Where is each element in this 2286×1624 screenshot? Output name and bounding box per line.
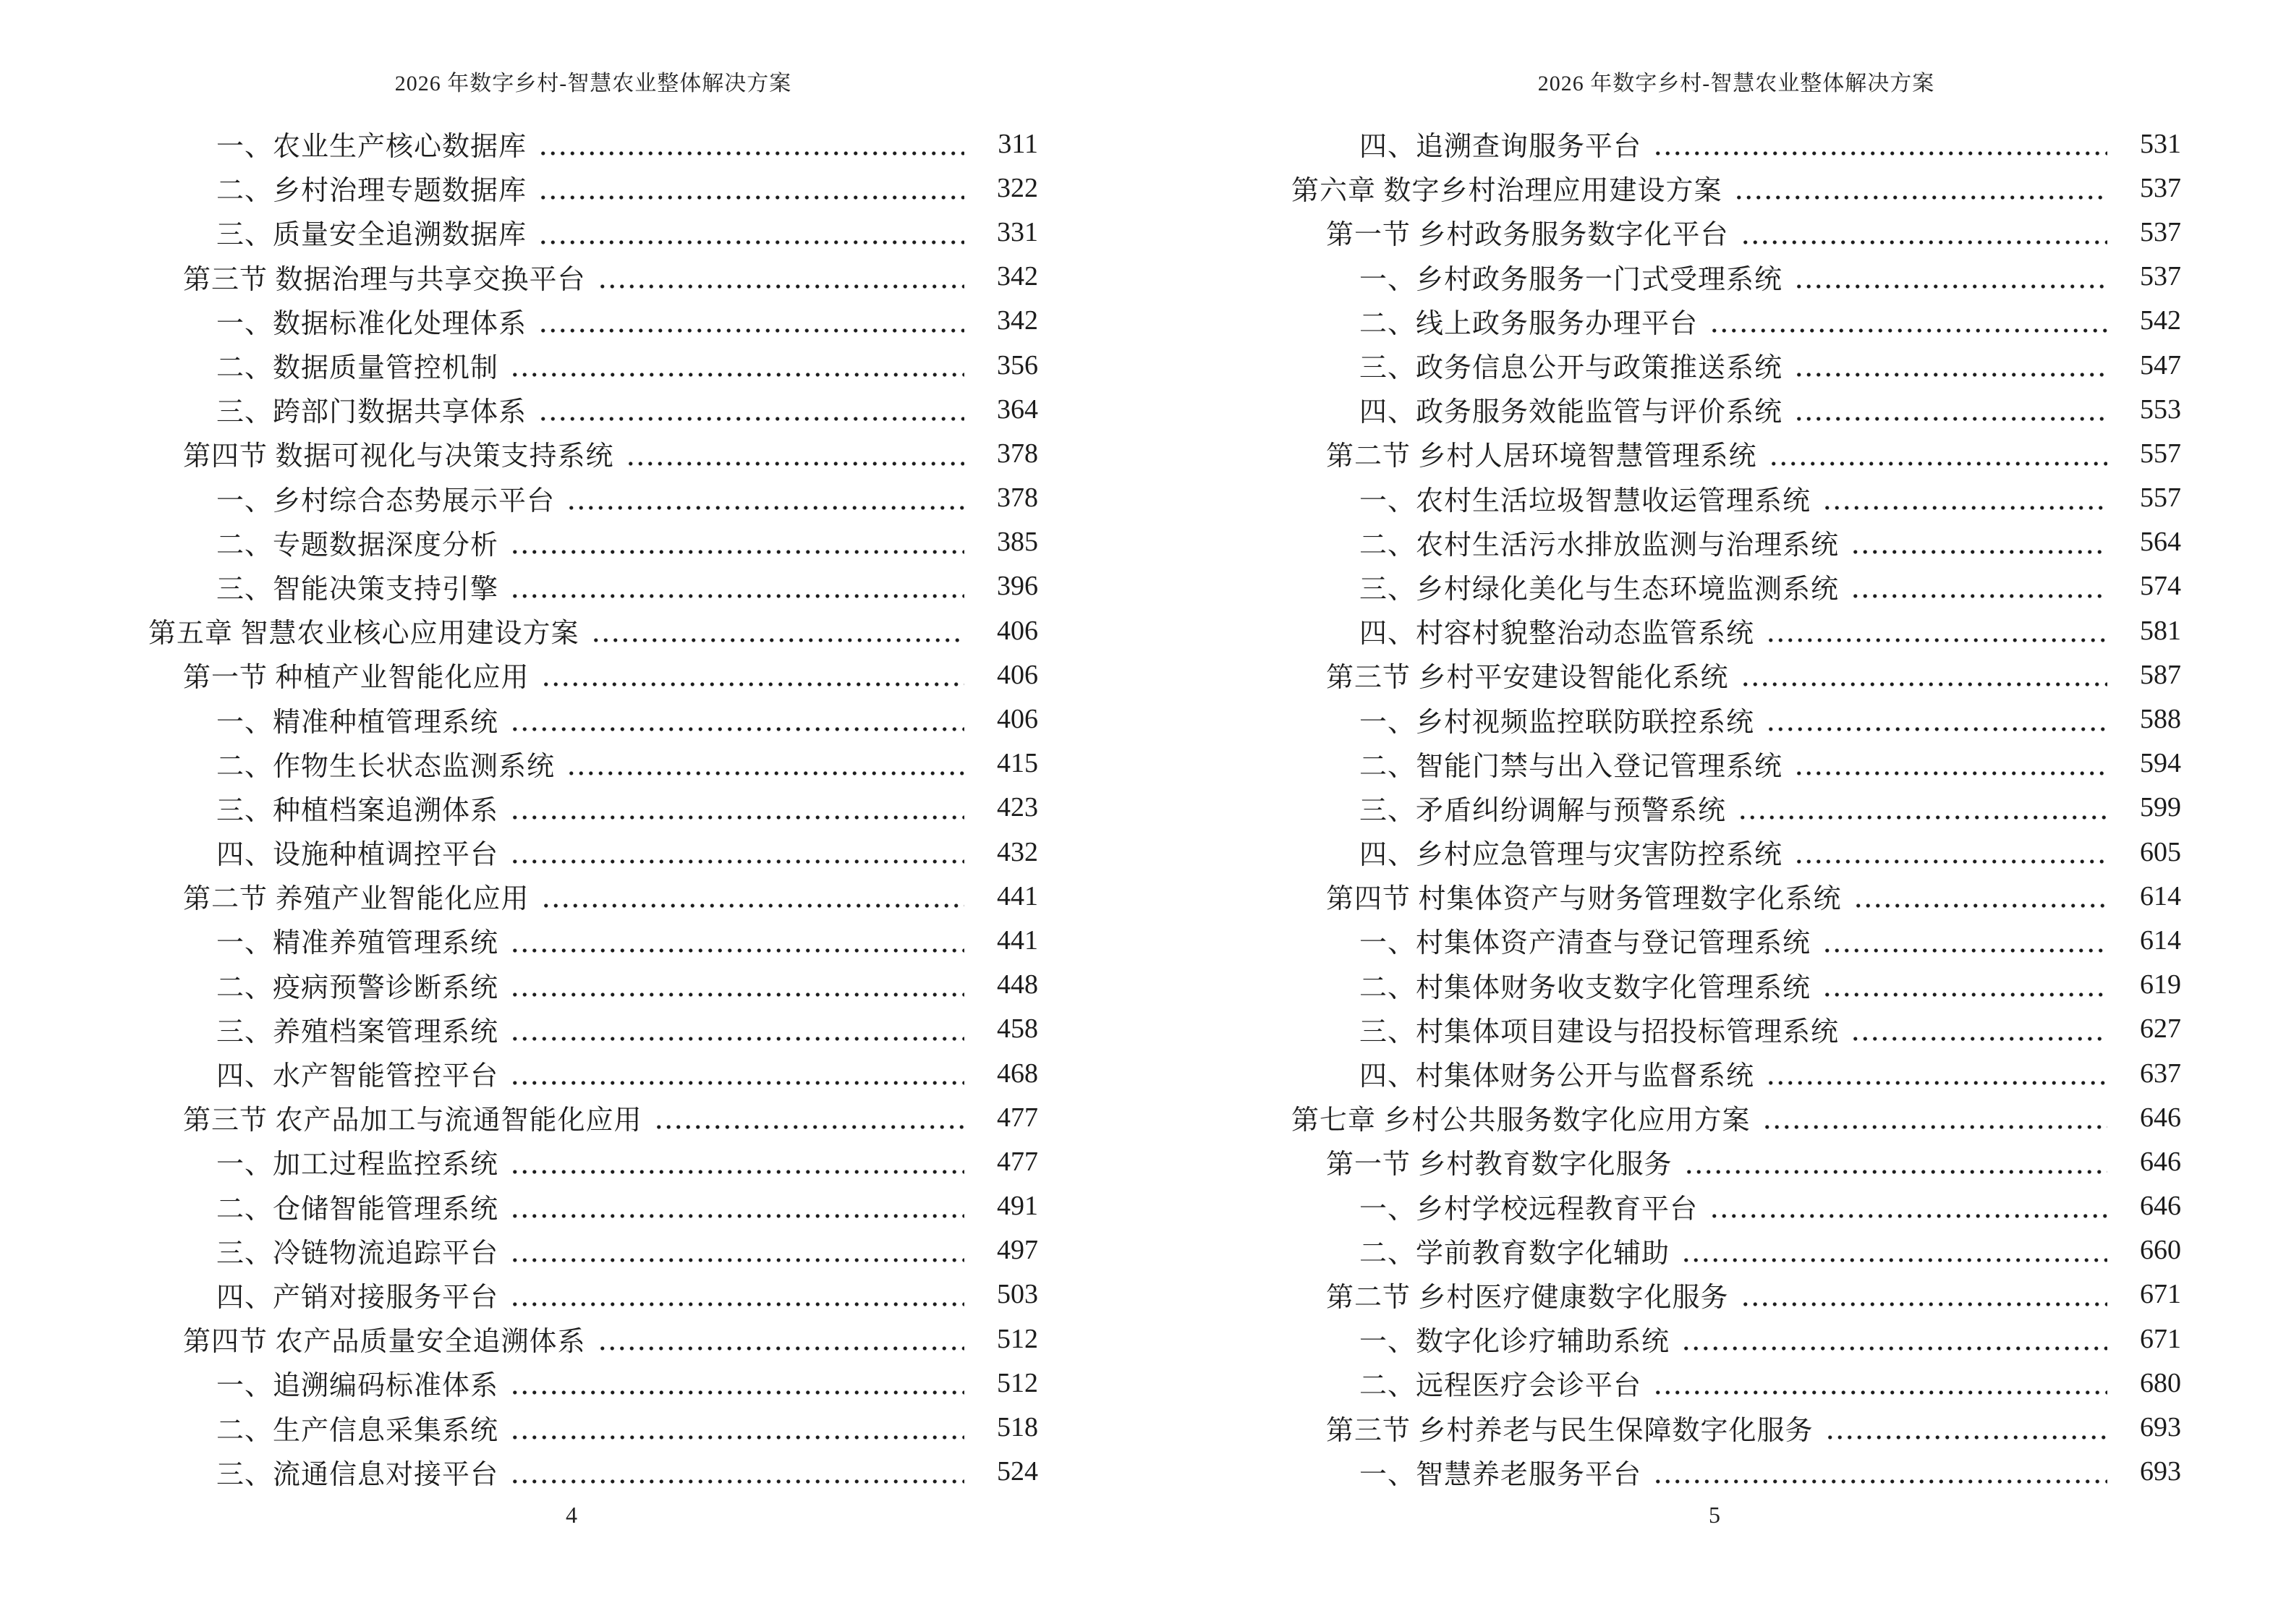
dot-leader [1680, 1317, 2107, 1361]
toc-entry-page: 311 [998, 128, 1038, 159]
dot-leader [509, 1361, 964, 1405]
toc-entry-title: 第五章 智慧农业核心应用建设方案 [148, 618, 579, 650]
toc-entry-title: 四、产销对接服务平台 [216, 1282, 499, 1313]
toc-entry [1291, 166, 2181, 210]
toc-entry-page: 588 [2140, 704, 2181, 735]
toc-entry [148, 431, 1038, 475]
toc-entry-page: 458 [997, 1013, 1038, 1045]
dot-leader [1708, 299, 2107, 343]
toc-entry [1291, 608, 2181, 652]
toc-entry-page: 342 [997, 261, 1038, 292]
dot-leader [509, 963, 964, 1007]
toc-entry-page: 512 [997, 1367, 1038, 1398]
toc-entry-title: 三、智能决策支持引擎 [216, 574, 499, 605]
toc-entry-title: 一、智慧养老服务平台 [1359, 1459, 1642, 1490]
toc-entry [1291, 1139, 2181, 1183]
dot-leader [509, 1007, 964, 1051]
toc-entry-page: 537 [2140, 172, 2181, 203]
toc-entry [1291, 520, 2181, 564]
toc-entry-title: 一、数字化诊疗辅助系统 [1359, 1327, 1670, 1358]
dot-leader [1793, 387, 2107, 431]
toc-entry-page: 614 [2140, 924, 2181, 956]
toc-entry [148, 210, 1038, 254]
toc-entry-page: 581 [2140, 615, 2181, 646]
toc-entry-page: 378 [997, 482, 1038, 514]
toc-entry [148, 608, 1038, 652]
toc-entry-title: 三、村集体项目建设与招投标管理系统 [1359, 1016, 1840, 1047]
dot-leader [1793, 741, 2107, 786]
toc-entry [1291, 210, 2181, 254]
toc-entry-title: 一、乡村综合态势展示平台 [216, 485, 556, 516]
toc-entry [1291, 786, 2181, 830]
dot-leader [509, 520, 964, 564]
toc-entry-title: 三、种植档案追溯体系 [216, 795, 499, 826]
toc-entry-title: 一、数据标准化处理体系 [216, 308, 527, 339]
toc-entry-page: 364 [997, 394, 1038, 425]
dot-leader [1736, 786, 2107, 830]
dot-leader [1680, 1228, 2107, 1272]
toc-entry [1291, 652, 2181, 697]
toc-entry-title: 二、乡村治理专题数据库 [216, 176, 527, 207]
dot-leader [537, 299, 964, 343]
toc-entry-title: 四、乡村应急管理与灾害防控系统 [1359, 840, 1783, 871]
toc-entry-page: 627 [2140, 1013, 2181, 1045]
toc-entry-page: 557 [2140, 482, 2181, 514]
dot-leader [1652, 1361, 2107, 1405]
toc-entry-title: 第三节 数据治理与共享交换平台 [183, 264, 586, 295]
toc-entry [1291, 1051, 2181, 1095]
toc-entry-page: 637 [2140, 1058, 2181, 1089]
toc-entry-title: 二、远程医疗会诊平台 [1359, 1371, 1642, 1402]
page-right [1143, 0, 2286, 1624]
toc-entry-title: 一、加工过程监控系统 [216, 1149, 499, 1181]
toc-entry [148, 1184, 1038, 1228]
toc-entry-page: 406 [997, 659, 1038, 690]
toc-entry-title: 二、数据质量管控机制 [216, 353, 499, 384]
toc-entry-page: 680 [2140, 1367, 2181, 1398]
dot-leader [1852, 874, 2107, 918]
toc-entry-page: 564 [2140, 527, 2181, 558]
toc-entry [148, 476, 1038, 520]
toc-entry [148, 255, 1038, 299]
dot-leader [509, 697, 964, 741]
toc-entry [148, 299, 1038, 343]
dot-leader [1849, 1007, 2107, 1051]
toc-entry-page: 448 [997, 969, 1038, 1000]
toc-entry-page: 547 [2140, 349, 2181, 381]
toc-entry [1291, 874, 2181, 918]
toc-entry-title: 一、乡村视频监控联防联控系统 [1359, 707, 1755, 738]
toc-entry [148, 697, 1038, 741]
toc-entry-page: 385 [997, 527, 1038, 558]
toc-entry-title: 二、作物生长状态监测系统 [216, 751, 556, 782]
dot-leader [509, 1139, 964, 1183]
toc-entry-page: 518 [997, 1412, 1038, 1443]
dot-leader [537, 122, 964, 166]
toc-entry-page: 542 [2140, 305, 2181, 336]
toc-entry [148, 1007, 1038, 1051]
dot-leader [537, 210, 964, 254]
toc-entry [1291, 1272, 2181, 1317]
page-number-footer: 5 [1709, 1502, 1720, 1528]
toc-entry-title: 第一节 种植产业智能化应用 [183, 663, 530, 694]
dot-leader [1793, 830, 2107, 874]
toc-entry-title: 第四节 数据可视化与决策支持系统 [183, 441, 614, 472]
dot-leader [653, 1095, 964, 1139]
page-header-title: 2026 年数字乡村-智慧农业整体解决方案 [1537, 72, 1935, 95]
dot-leader [509, 830, 964, 874]
toc-entry [148, 830, 1038, 874]
toc-list-right [1291, 122, 2181, 1494]
toc-entry [1291, 122, 2181, 166]
toc-entry [148, 963, 1038, 1007]
dot-leader [1821, 963, 2107, 1007]
toc-entry [1291, 299, 2181, 343]
toc-entry-title: 二、农村生活污水排放监测与治理系统 [1359, 530, 1840, 561]
toc-entry-page: 356 [997, 349, 1038, 381]
toc-entry [1291, 830, 2181, 874]
toc-entry-page: 574 [2140, 571, 2181, 602]
toc-entry [148, 1228, 1038, 1272]
toc-entry-title: 第一节 乡村教育数字化服务 [1326, 1149, 1673, 1181]
toc-entry-title: 四、追溯查询服务平台 [1359, 132, 1642, 163]
dot-leader [1767, 431, 2107, 475]
toc-entry [1291, 1405, 2181, 1449]
toc-entry [148, 1272, 1038, 1317]
toc-entry-page: 415 [997, 748, 1038, 779]
toc-entry [148, 343, 1038, 387]
dot-leader [565, 741, 964, 786]
toc-entry-page: 537 [2140, 216, 2181, 247]
toc-entry-page: 605 [2140, 836, 2181, 867]
toc-entry-title: 一、村集体资产清查与登记管理系统 [1359, 928, 1811, 959]
toc-entry-page: 378 [997, 438, 1038, 469]
dot-leader [537, 387, 964, 431]
dot-leader [509, 1228, 964, 1272]
dot-leader [1739, 1272, 2107, 1317]
dot-leader [1849, 564, 2107, 608]
toc-entry-title: 三、冷链物流追踪平台 [216, 1238, 499, 1269]
toc-entry-page: 599 [2140, 792, 2181, 823]
toc-entry-title: 三、乡村绿化美化与生态环境监测系统 [1359, 574, 1840, 605]
dot-leader [509, 1272, 964, 1317]
toc-entry-title: 一、精准种植管理系统 [216, 707, 499, 738]
dot-leader [1849, 520, 2107, 564]
dot-leader [1821, 918, 2107, 962]
toc-entry [1291, 697, 2181, 741]
toc-entry-page: 693 [2140, 1456, 2181, 1487]
toc-entry-page: 331 [997, 216, 1038, 247]
toc-entry [148, 1139, 1038, 1183]
toc-entry-page: 524 [997, 1456, 1038, 1487]
toc-entry-page: 646 [2140, 1146, 2181, 1177]
toc-entry [148, 1450, 1038, 1494]
dot-leader [509, 1051, 964, 1095]
toc-entry-title: 二、智能门禁与出入登记管理系统 [1359, 751, 1783, 782]
dot-leader [1793, 255, 2107, 299]
dot-leader [1652, 122, 2107, 166]
toc-entry-title: 四、水产智能管控平台 [216, 1061, 499, 1092]
dot-leader [509, 343, 964, 387]
dot-leader [509, 1405, 964, 1449]
toc-entry-page: 441 [997, 880, 1038, 911]
toc-entry-title: 二、仓储智能管理系统 [216, 1194, 499, 1225]
dot-leader [1733, 166, 2107, 210]
toc-entry-title: 一、农村生活垃圾智慧收运管理系统 [1359, 485, 1811, 516]
toc-entry-page: 619 [2140, 969, 2181, 1000]
toc-entry-title: 第六章 数字乡村治理应用建设方案 [1291, 176, 1722, 207]
toc-entry [148, 1051, 1038, 1095]
toc-entry-page: 646 [2140, 1102, 2181, 1133]
toc-entry-page: 423 [997, 792, 1038, 823]
dot-leader [1683, 1139, 2107, 1183]
toc-entry-page: 671 [2140, 1323, 2181, 1354]
toc-entry-title: 三、跨部门数据共享体系 [216, 397, 527, 428]
dot-leader [540, 652, 964, 697]
toc-entry-page: 491 [997, 1191, 1038, 1222]
dot-leader [540, 874, 964, 918]
toc-entry-title: 第三节 乡村平安建设智能化系统 [1326, 663, 1729, 694]
toc-entry [1291, 741, 2181, 786]
toc-entry [1291, 1361, 2181, 1405]
toc-entry [1291, 1450, 2181, 1494]
dot-leader [1764, 1051, 2107, 1095]
page-header-title: 2026 年数字乡村-智慧农业整体解决方案 [394, 72, 792, 95]
toc-entry-title: 第二节 乡村医疗健康数字化服务 [1326, 1282, 1729, 1313]
dot-leader [596, 255, 964, 299]
toc-entry-title: 二、线上政务服务办理平台 [1359, 308, 1699, 339]
toc-entry [1291, 1228, 2181, 1272]
dot-leader [590, 608, 964, 652]
toc-entry [1291, 1095, 2181, 1139]
toc-entry-page: 587 [2140, 659, 2181, 690]
dot-leader [509, 1450, 964, 1494]
toc-entry-page: 477 [997, 1102, 1038, 1133]
toc-entry-title: 二、学前教育数字化辅助 [1359, 1238, 1670, 1269]
toc-entry-title: 第二节 乡村人居环境智慧管理系统 [1326, 441, 1757, 472]
toc-entry [148, 1361, 1038, 1405]
toc-entry [148, 652, 1038, 697]
toc-entry-title: 一、农业生产核心数据库 [216, 132, 527, 163]
toc-entry-page: 537 [2140, 261, 2181, 292]
dot-leader [624, 431, 964, 475]
toc-entry-page: 660 [2140, 1235, 2181, 1266]
toc-entry [148, 918, 1038, 962]
toc-entry [1291, 1184, 2181, 1228]
toc-entry [1291, 963, 2181, 1007]
dot-leader [1739, 210, 2107, 254]
toc-entry-page: 671 [2140, 1279, 2181, 1310]
toc-entry-title: 四、村集体财务公开与监督系统 [1359, 1061, 1755, 1092]
toc-entry-page: 396 [997, 571, 1038, 602]
toc-entry-title: 第一节 乡村政务服务数字化平台 [1326, 220, 1729, 251]
toc-entry [148, 786, 1038, 830]
toc-entry-title: 三、政务信息公开与政策推送系统 [1359, 353, 1783, 384]
toc-entry-title: 第三节 农产品加工与流通智能化应用 [183, 1105, 642, 1136]
toc-entry-page: 322 [997, 172, 1038, 203]
toc-entry-title: 四、村容村貌整治动态监管系统 [1359, 618, 1755, 650]
toc-entry-title: 二、疫病预警诊断系统 [216, 972, 499, 1003]
dot-leader [1764, 608, 2107, 652]
toc-entry-page: 531 [2140, 128, 2181, 159]
toc-entry [1291, 1317, 2181, 1361]
dot-leader [509, 786, 964, 830]
dot-leader [565, 476, 964, 520]
toc-entry-page: 441 [997, 924, 1038, 956]
toc-entry-title: 第七章 乡村公共服务数字化应用方案 [1291, 1105, 1751, 1136]
dot-leader [1824, 1405, 2107, 1449]
toc-entry-title: 第四节 村集体资产与财务管理数字化系统 [1326, 884, 1842, 915]
toc-entry [148, 1095, 1038, 1139]
toc-entry-page: 342 [997, 305, 1038, 336]
toc-entry [148, 874, 1038, 918]
dot-leader [1821, 476, 2107, 520]
toc-entry-title: 第四节 农产品质量安全追溯体系 [183, 1327, 586, 1358]
dot-leader [509, 1184, 964, 1228]
dot-leader [1739, 652, 2107, 697]
toc-entry-page: 406 [997, 704, 1038, 735]
toc-entry-title: 二、专题数据深度分析 [216, 530, 499, 561]
toc-entry-title: 三、质量安全追溯数据库 [216, 220, 527, 251]
toc-entry [148, 1317, 1038, 1361]
toc-entry [1291, 476, 2181, 520]
toc-entry-page: 646 [2140, 1191, 2181, 1222]
toc-entry [1291, 255, 2181, 299]
toc-entry-title: 二、生产信息采集系统 [216, 1415, 499, 1446]
toc-entry-title: 一、追溯编码标准体系 [216, 1371, 499, 1402]
toc-entry-page: 406 [997, 615, 1038, 646]
dot-leader [596, 1317, 964, 1361]
toc-list-left [148, 122, 1038, 1494]
toc-entry [1291, 387, 2181, 431]
dot-leader [1652, 1450, 2107, 1494]
toc-entry-title: 一、乡村学校远程教育平台 [1359, 1194, 1699, 1225]
toc-entry-title: 一、乡村政务服务一门式受理系统 [1359, 264, 1783, 295]
toc-entry-page: 594 [2140, 748, 2181, 779]
toc-entry [148, 166, 1038, 210]
toc-entry [148, 520, 1038, 564]
toc-entry-page: 557 [2140, 438, 2181, 469]
toc-entry [148, 1405, 1038, 1449]
toc-entry-title: 第二节 养殖产业智能化应用 [183, 884, 530, 915]
toc-entry-title: 三、矛盾纠纷调解与预警系统 [1359, 795, 1727, 826]
dot-leader [509, 918, 964, 962]
toc-entry-page: 693 [2140, 1412, 2181, 1443]
page-number-footer: 4 [566, 1502, 577, 1528]
toc-entry [148, 387, 1038, 431]
toc-entry [1291, 918, 2181, 962]
dot-leader [509, 564, 964, 608]
toc-entry [148, 564, 1038, 608]
toc-entry-title: 二、村集体财务收支数字化管理系统 [1359, 972, 1811, 1003]
dot-leader [1764, 697, 2107, 741]
toc-entry-page: 553 [2140, 394, 2181, 425]
dot-leader [1761, 1095, 2107, 1139]
toc-entry-page: 432 [997, 836, 1038, 867]
toc-entry-title: 四、设施种植调控平台 [216, 840, 499, 871]
toc-entry-title: 第三节 乡村养老与民生保障数字化服务 [1326, 1415, 1814, 1446]
toc-entry-page: 497 [997, 1235, 1038, 1266]
toc-entry [1291, 343, 2181, 387]
toc-entry-page: 477 [997, 1146, 1038, 1177]
toc-entry [1291, 564, 2181, 608]
toc-entry-page: 614 [2140, 880, 2181, 911]
toc-entry-title: 一、精准养殖管理系统 [216, 928, 499, 959]
toc-entry [1291, 431, 2181, 475]
toc-entry [148, 122, 1038, 166]
toc-entry [1291, 1007, 2181, 1051]
toc-entry-title: 四、政务服务效能监管与评价系统 [1359, 397, 1783, 428]
toc-entry [148, 741, 1038, 786]
toc-entry-page: 468 [997, 1058, 1038, 1089]
toc-entry-title: 三、流通信息对接平台 [216, 1459, 499, 1490]
dot-leader [1793, 343, 2107, 387]
toc-entry-page: 512 [997, 1323, 1038, 1354]
toc-entry-page: 503 [997, 1279, 1038, 1310]
dot-leader [537, 166, 964, 210]
toc-entry-title: 三、养殖档案管理系统 [216, 1016, 499, 1047]
dot-leader [1708, 1184, 2107, 1228]
